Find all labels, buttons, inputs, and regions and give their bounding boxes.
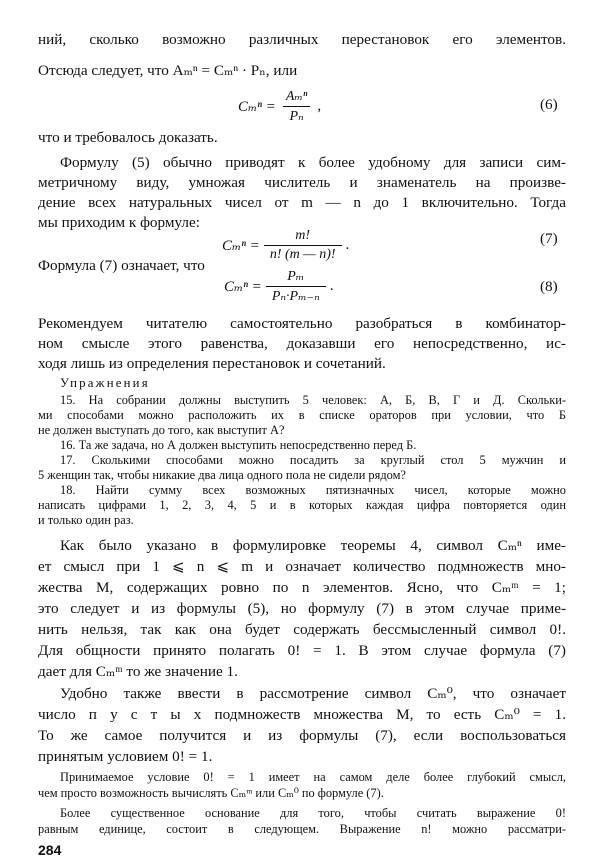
numerator: Aₘⁿ bbox=[285, 89, 308, 104]
exercises-heading: Упражнения bbox=[60, 376, 150, 390]
exercise-line: ми способами можно расположить их в списке ораторов при условии, что Б bbox=[38, 408, 566, 422]
formula-lhs: Cₘⁿ = bbox=[224, 279, 262, 295]
formula-punct: . bbox=[345, 237, 350, 253]
text-line: дает для Cₘᵐ то же значение 1. bbox=[38, 663, 238, 680]
exercise-line: 15. На собрании должны выступить 5 человек: А, Б, В, Г и Д. Скольки- bbox=[60, 393, 566, 407]
note-line: равным единице, состоит в следующем. Выражение n! можно рассматри- bbox=[38, 822, 566, 836]
text-line: это следует и из формулы (5), но формулу (7) в этом случае приме- bbox=[38, 600, 566, 617]
exercise-line: 16. Та же задача, но А должен выступить непосредственно перед Б. bbox=[60, 438, 417, 452]
exercise-line: 5 женщин так, чтобы никакие два лица одного пола не сидели рядом? bbox=[38, 468, 406, 482]
text-line: Отсюда следует, что Aₘⁿ = Cₘⁿ · Pₙ, или bbox=[38, 62, 298, 79]
formula-punct: , bbox=[317, 98, 322, 114]
fraction bbox=[266, 268, 326, 305]
equation-number: (6) bbox=[540, 96, 558, 113]
text-line: Формулу (5) обычно приводят к более удобному для записи сим- bbox=[60, 154, 566, 171]
formula-8 bbox=[224, 268, 334, 305]
note-line: Принимаемое условие 0! = 1 имеет на самом деле более глубокий смысл, bbox=[60, 770, 566, 784]
denominator: Pₙ·Pₘ₋ₙ bbox=[266, 286, 326, 305]
exercise-line: 17. Сколькими способами можно посадить за круглый стол 5 мужчин и bbox=[60, 453, 566, 467]
text-line: ний, сколько возможно различных перестановок его элементов. bbox=[38, 31, 566, 48]
text-line: ном смысле этого равенства, доказавши его непосредственно, ис- bbox=[38, 335, 566, 352]
exercise-line: и только один раз. bbox=[38, 513, 134, 527]
note-line: Более существенное основание для того, чтобы считать выражение 0! bbox=[60, 806, 566, 820]
formula-6 bbox=[238, 88, 321, 125]
denominator: Pₙ bbox=[283, 106, 309, 125]
exercise-line: написать цифрами 1, 2, 3, 4, 5 и в которых каждая цифра повторяется один bbox=[38, 498, 566, 512]
text-line: Формула (7) означает, что bbox=[38, 257, 205, 274]
equation-number: (8) bbox=[540, 278, 558, 295]
text-line: жества M, содержащих ровно по n элементов. Ясно, что Cₘᵐ = 1; bbox=[38, 579, 566, 596]
page-number: 284 bbox=[38, 842, 62, 858]
text-line: дение всех натуральных чисел от m — n до 1 включительно. Тогда bbox=[38, 194, 566, 211]
formula-lhs: Cₘⁿ = bbox=[238, 99, 276, 115]
text-line: ет смысл при 1 ⩽ n ⩽ m и означает количество подмножеств мно- bbox=[38, 558, 566, 575]
formula-punct: . bbox=[329, 278, 334, 294]
equation-number: (7) bbox=[540, 230, 558, 247]
fraction bbox=[280, 88, 314, 125]
text-line: число п у с т ы х подмножеств множества M, то есть Cₘ⁰ = 1. bbox=[38, 706, 566, 723]
numerator: Pₘ bbox=[287, 269, 305, 284]
note-line: чем просто возможность вычислять Cₘᵐ или Cₘ⁰ по формуле (7). bbox=[38, 786, 384, 800]
text-line: Рекомендуем читателю самостоятельно разобраться в комбинатор- bbox=[38, 315, 566, 332]
formula-lhs: Cₘⁿ = bbox=[222, 238, 260, 254]
text-line: метричному виду, умножая числитель и знаменатель на произве- bbox=[38, 174, 566, 191]
exercise-line: не должен выступать до того, как выступит А? bbox=[38, 423, 285, 437]
text-line: нить нельзя, так как она будет содержать бессмысленный символ 0!. bbox=[38, 621, 566, 638]
text-line: ходя лишь из определения перестановок и сочетаний. bbox=[38, 355, 386, 372]
text-line: Для общности принято полагать 0! = 1. В этом случае формула (7) bbox=[38, 642, 566, 659]
text-line: Удобно также ввести в рассмотрение символ Cₘ⁰, что означает bbox=[60, 685, 566, 702]
text-line: мы приходим к формуле: bbox=[38, 214, 200, 231]
denominator: n! (m — n)! bbox=[264, 245, 342, 263]
exercise-line: 18. Найти сумму всех возможных пятизначных чисел, которые можно bbox=[60, 483, 566, 497]
text-line: То же самое получится и из формулы (7), если воспользоваться bbox=[38, 727, 566, 744]
text-line: что и требовалось доказать. bbox=[38, 129, 218, 146]
text-line: Как было указано в формулировке теоремы 4, символ Cₘⁿ име- bbox=[60, 537, 566, 554]
text-line: принятым условием 0! = 1. bbox=[38, 748, 213, 765]
numerator: m! bbox=[295, 228, 311, 243]
